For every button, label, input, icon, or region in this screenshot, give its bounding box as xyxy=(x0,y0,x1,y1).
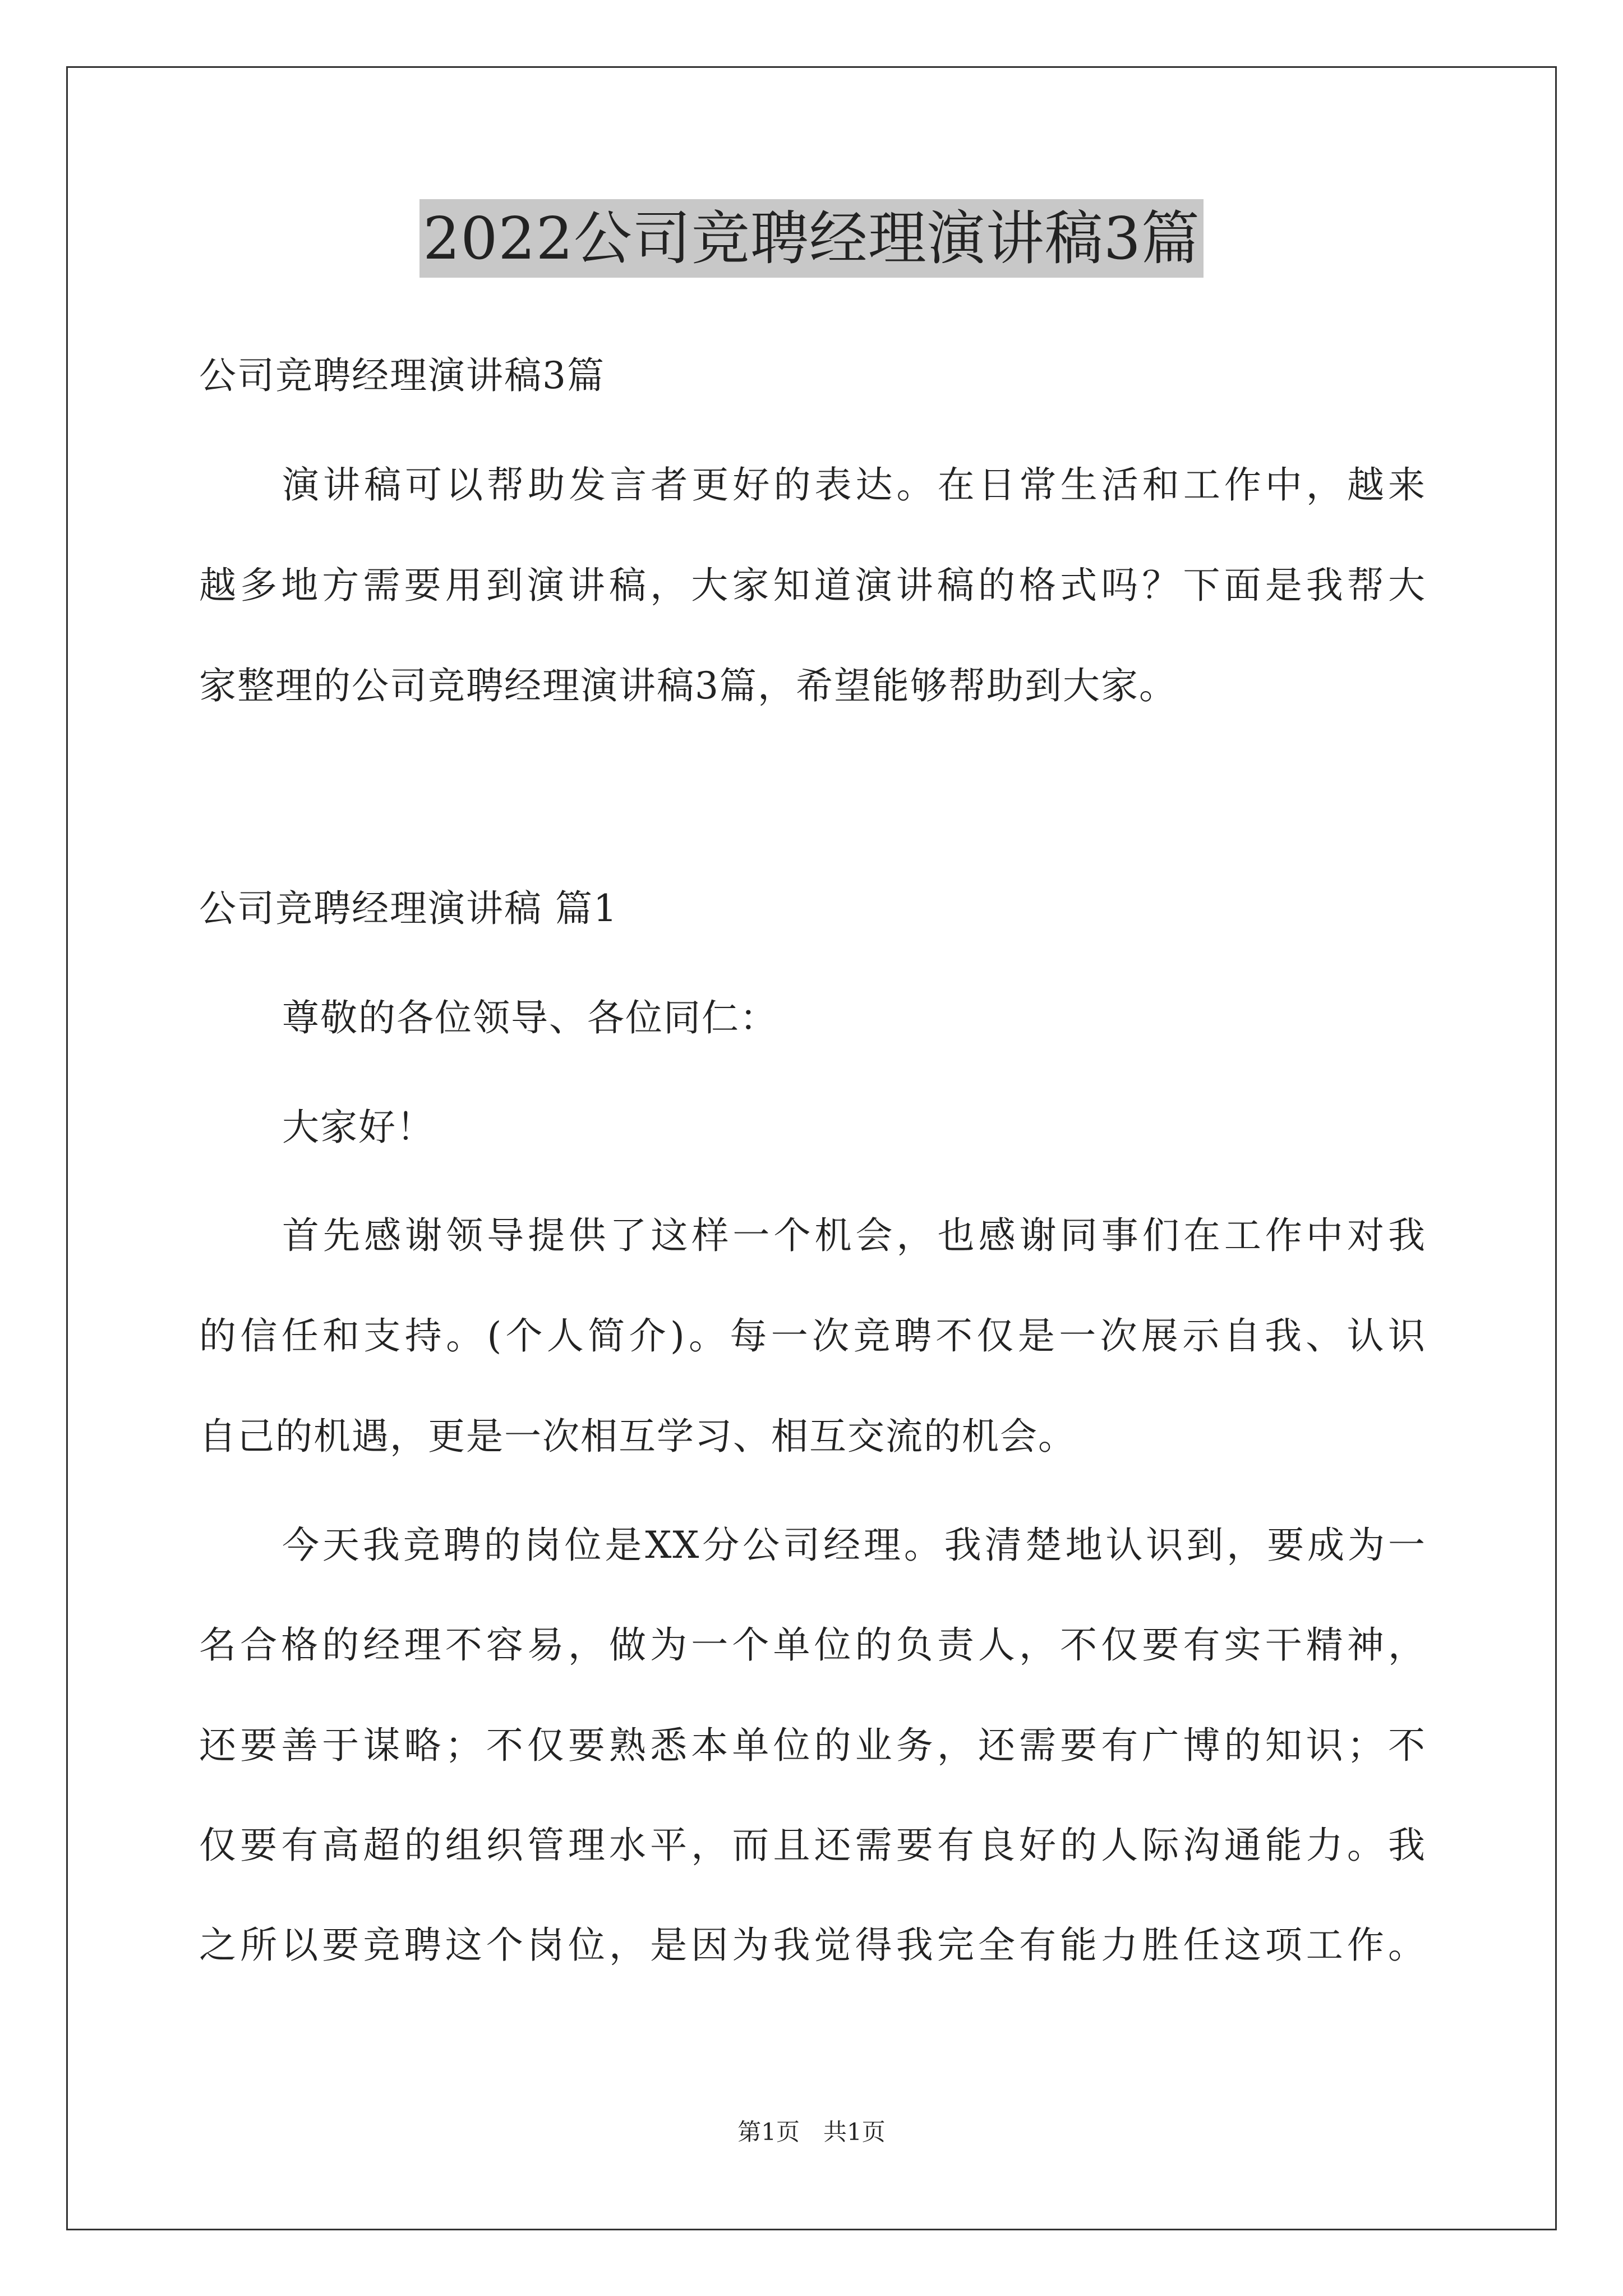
intro-line-2: 越多地方需要用到演讲稿，大家知道演讲稿的格式吗？下面是我帮大 xyxy=(199,564,1426,607)
intro-line-3: 家整理的公司竞聘经理演讲稿3篇，希望能够帮助到大家。 xyxy=(199,664,1177,707)
document-title: 2022公司竞聘经理演讲稿3篇 xyxy=(419,199,1204,278)
page-footer: 第1页 共1页 xyxy=(737,2118,886,2146)
para1-line-2: 的信任和支持。(个人简介)。每一次竞聘不仅是一次展示自我、认识 xyxy=(199,1314,1426,1358)
document-subtitle: 公司竞聘经理演讲稿3篇 xyxy=(199,354,605,397)
para2-line-5: 之所以要竞聘这个岗位，是因为我觉得我完全有能力胜任这项工作。 xyxy=(199,1924,1426,1967)
hello-line: 大家好！ xyxy=(282,1106,435,1149)
intro-line-1: 演讲稿可以帮助发言者更好的表达。在日常生活和工作中，越来 xyxy=(282,463,1426,507)
greeting-line: 尊敬的各位领导、各位同仁： xyxy=(282,996,778,1039)
section-heading: 公司竞聘经理演讲稿 篇1 xyxy=(199,887,618,930)
para2-line-3: 还要善于谋略；不仅要熟悉本单位的业务，还需要有广博的知识；不 xyxy=(199,1724,1426,1767)
para2-line-2: 名合格的经理不容易，做为一个单位的负责人，不仅要有实干精神， xyxy=(199,1623,1426,1667)
title-block xyxy=(0,199,1623,278)
para2-line-4: 仅要有高超的组织管理水平，而且还需要有良好的人际沟通能力。我 xyxy=(199,1824,1426,1867)
para2-line-1: 今天我竞聘的岗位是XX分公司经理。我清楚地认识到，要成为一 xyxy=(282,1524,1426,1567)
para1-line-1: 首先感谢领导提供了这样一个机会，也感谢同事们在工作中对我 xyxy=(282,1214,1426,1257)
para1-line-3: 自己的机遇，更是一次相互学习、相互交流的机会。 xyxy=(199,1415,1076,1458)
